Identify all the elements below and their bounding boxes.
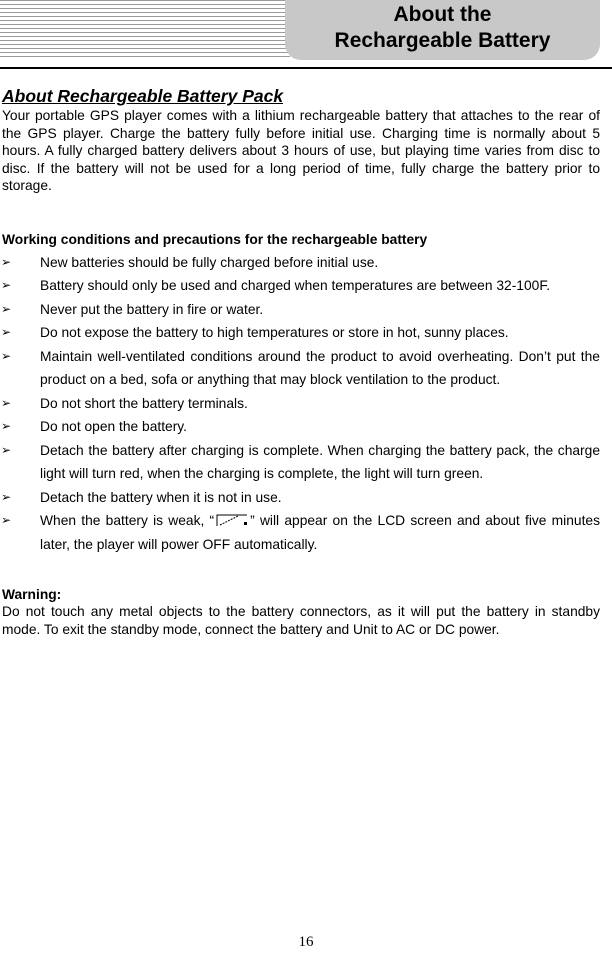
arrow-bullet-icon: ➢ xyxy=(1,348,12,363)
list-item: ➢ Detach the battery after charging is complete. When charging the battery pack, the charge light will turn red, when the charging is complete, the light will turn green. xyxy=(2,439,600,486)
section-title: About Rechargeable Battery Pack xyxy=(2,86,284,106)
list-item: ➢ New batteries should be fully charged before initial use. xyxy=(2,251,600,275)
conditions-list xyxy=(2,251,600,557)
arrow-bullet-icon: ➢ xyxy=(1,513,12,527)
arrow-bullet-icon: ➢ xyxy=(1,254,12,269)
header-divider xyxy=(0,67,612,69)
list-item: ➢ Maintain well-ventilated conditions around the product to avoid overheating. Don’t put the product on a bed, sofa or anything that may block ventilation to the product. xyxy=(2,345,600,392)
list-item: ➢ Do not expose the battery to high temperatures or store in hot, sunny places. xyxy=(2,321,600,345)
list-item: ➢ Battery should only be used and charged when temperatures are between 32-100F. xyxy=(2,274,600,298)
header-title-line1: About the xyxy=(393,3,492,26)
arrow-bullet-icon: ➢ xyxy=(1,325,12,339)
list-item: ➢ Do not open the battery. xyxy=(2,415,600,439)
list-item-low-battery: ➢ When the battery is weak, “ ” will appear on the LCD screen and about five minutes later, the player will power OFF automatically. xyxy=(2,509,600,556)
list-item: ➢ Detach the battery when it is not in use. xyxy=(2,486,600,510)
arrow-bullet-icon: ➢ xyxy=(1,489,12,504)
arrow-bullet-icon: ➢ xyxy=(1,395,12,410)
page-number: 16 xyxy=(298,934,314,950)
header-title-line2: Rechargeable Battery xyxy=(334,29,551,52)
arrow-bullet-icon: ➢ xyxy=(1,278,12,292)
arrow-bullet-icon: ➢ xyxy=(1,419,12,433)
warning-text: Do not touch any metal objects to the battery connectors, as it will put the battery in standby mode. To exit the standby mode, connect the battery and Unit to AC or DC power. xyxy=(2,604,600,637)
arrow-bullet-icon: ➢ xyxy=(1,442,12,457)
header-decoration-stripes xyxy=(0,0,290,60)
list-item: ➢ Do not short the battery terminals. xyxy=(2,392,600,416)
arrow-bullet-icon: ➢ xyxy=(1,301,12,316)
header-title-tab xyxy=(285,0,600,60)
low-battery-icon xyxy=(214,512,250,528)
intro-paragraph: Your portable GPS player comes with a lithium rechargeable battery that attaches to the rear of the GPS player. Charge the battery fully before initial use. Charging time is normally about 5 hours. A fully charged battery delivers about 3 hours of use, but playing time varies from disc to disc. If the battery will not be used for a long period of time, fully charge the battery prior to storage. xyxy=(2,108,600,193)
warning-title: Warning: xyxy=(2,587,62,602)
list-item: ➢ Never put the battery in fire or water. xyxy=(2,298,600,322)
page-content xyxy=(2,86,600,638)
warning-block xyxy=(2,586,600,638)
conditions-heading: Working conditions and precautions for the rechargeable battery xyxy=(2,231,428,247)
